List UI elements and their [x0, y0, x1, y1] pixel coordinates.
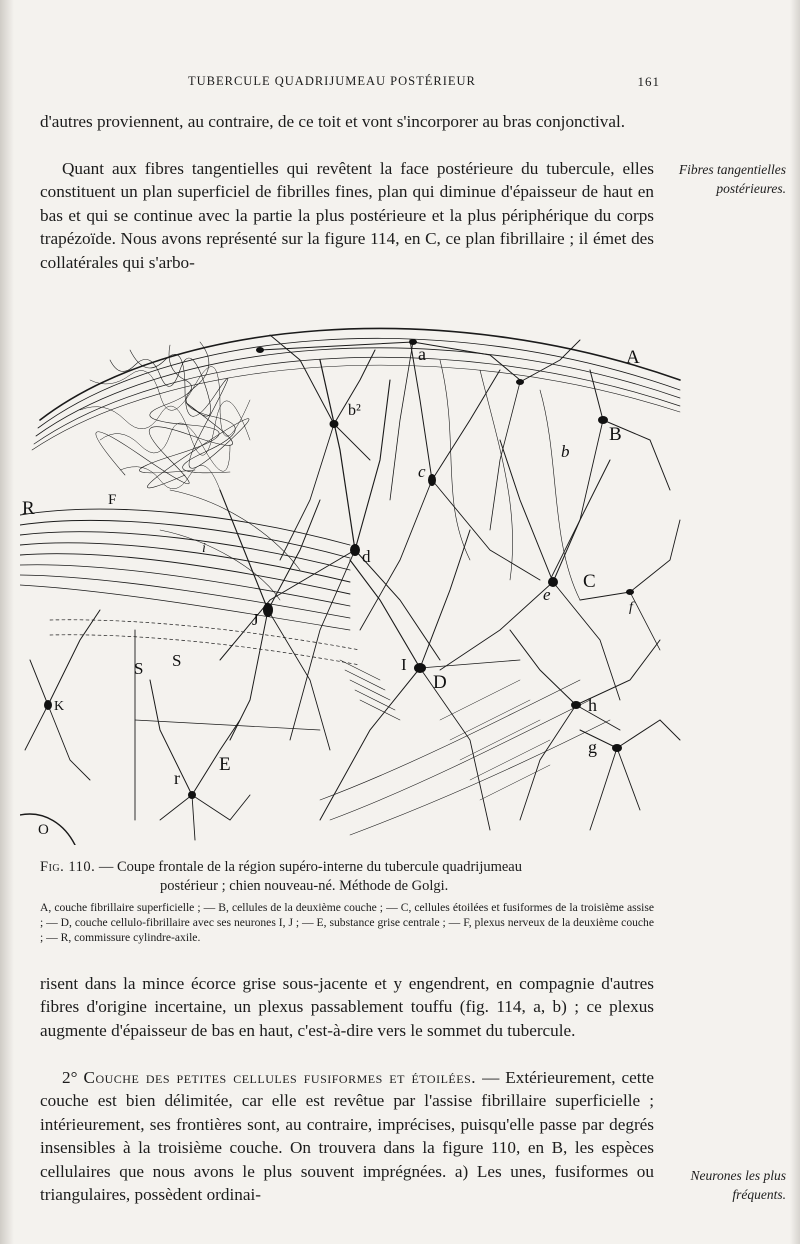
- section-number: 2°: [62, 1068, 78, 1087]
- label-g: g: [588, 737, 597, 757]
- label-K: K: [54, 699, 65, 714]
- label-f: f: [629, 600, 633, 615]
- label-S-left: S: [134, 659, 144, 678]
- label-c: c: [418, 462, 426, 481]
- label-r: r: [174, 768, 180, 788]
- label-a: a: [418, 344, 426, 364]
- paragraph-4: [40, 1066, 654, 1206]
- caption-figure-number: Fig. 110.: [40, 859, 96, 875]
- label-A: A: [626, 347, 640, 368]
- page-edge-shadow: [790, 0, 800, 1244]
- paragraph-4-text: — Extérieurement, cette couche est bien délimitée, car elle est revêtue par l'assise fibrillaire superficielle ; intérieurement, ses frontières sont, au contraire, imprécises, puisqu'elle passe par degrés insensibles à la troisième couche. On trouvera dans la figure 110, en B, les espèces cellulaires que nous avons le plus souvent imprégnées. a) Les unes, fusiformes ou triangulaires, possèdent ordinai-: [40, 1068, 654, 1205]
- figure-caption: [40, 858, 654, 896]
- label-S-right: S: [172, 651, 182, 670]
- caption-text: — Coupe frontale de la région supéro-interne du tubercule quadrijumeau: [98, 859, 522, 875]
- label-R: R: [22, 498, 35, 519]
- label-O: O: [38, 822, 49, 838]
- caption-text-line2: postérieur ; chien nouveau-né. Méthode de Golgi.: [160, 878, 449, 894]
- page-gutter-shadow: [0, 0, 14, 1244]
- label-b: b: [561, 442, 570, 461]
- figure-legend: A, couche fibrillaire superficielle ; — B, cellules de la deuxième couche ; — C, cellules étoilées et fusiformes de la troisième assise ; — D, couche cellulo-fibrillaire avec ses neurones I, J ; — E, substance grise centrale ; — F, plexus nerveux de la deuxième couche ; — R, commissure cylindre-axile.: [40, 901, 654, 944]
- section-heading: Couche des petites cellules fusiformes et étoilées.: [83, 1068, 477, 1087]
- label-J: J: [252, 610, 259, 629]
- label-F: F: [108, 492, 117, 508]
- margin-note-neurones: Neurones les plus fréquents.: [690, 1168, 786, 1202]
- label-C: C: [583, 571, 596, 592]
- label-i: i: [202, 541, 206, 556]
- paragraph-1: d'autres proviennent, au contraire, de ce toit et vont s'incorporer au bras conjonctival.: [40, 112, 626, 131]
- label-d: d: [362, 547, 371, 566]
- label-e: e: [543, 585, 551, 604]
- figure-110: [20, 300, 685, 845]
- label-h: h: [588, 695, 597, 715]
- label-E: E: [219, 754, 231, 775]
- label-D: D: [433, 672, 447, 693]
- golgi-drawing: [20, 300, 685, 845]
- running-head: [40, 74, 660, 94]
- label-B: B: [609, 424, 622, 445]
- paragraph-3: risent dans la mince écorce grise sous-jacente et y engendrent, en compagnie d'autres fibres d'origine incertaine, un plexus passablement touffu (fig. 114, a, b) ; ce plexus augmente d'épaisseur de bas en haut, c'est-à-dire vers le sommet du tubercule.: [40, 974, 654, 1040]
- label-I: I: [401, 655, 407, 674]
- label-b2: b²: [348, 402, 361, 419]
- paragraph-2: Quant aux fibres tangentielles qui revêtent la face postérieure du tubercule, elles constituent un plan superficiel de fibrilles fines, plan qui diminue d'épaisseur de haut en bas et qui se continue avec la partie la plus postérieure et la plus périphérique du corps trapézoïde. Nous avons représenté sur la figure 114, en C, ce plan fibrillaire ; il émet des collatérales qui s'arbo-: [40, 159, 654, 272]
- page-number: 161: [637, 74, 660, 89]
- margin-note-fibres-tangentielles: Fibres tangentielles postérieures.: [678, 162, 786, 196]
- running-head-title: TUBERCULE QUADRIJUMEAU POSTÉRIEUR: [188, 74, 476, 88]
